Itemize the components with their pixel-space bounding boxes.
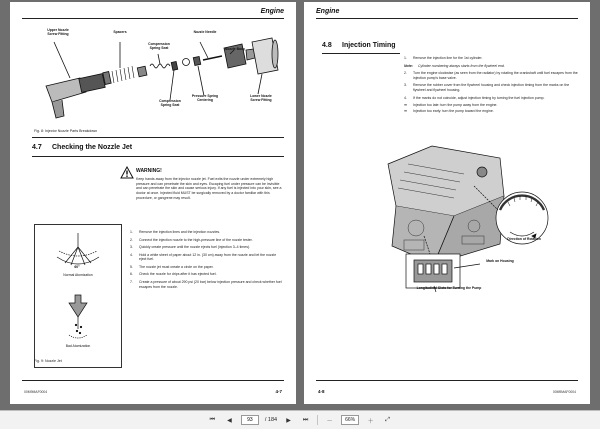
right-page (304, 2, 590, 404)
step-item: 6. Check the nozzle for drips after it has ejected fuel. (130, 272, 217, 277)
section-title: Injection Timing (342, 42, 396, 49)
first-page-button[interactable]: ⏮ (209, 416, 216, 423)
section-title-rule (32, 156, 284, 157)
housing-mark-label: Mark on Housing (486, 259, 514, 263)
zoom-level[interactable]: 66% (341, 415, 359, 425)
step-item: 4. Hold a white sheet of paper about 12 in. (30 cm) away from the nozzle and let the nozzle eject fuel. (130, 252, 277, 262)
step-item: 3. Remove the rubber cover from the flywheel housing and check injection timing from the marks on the flywheel and flywheel housing. (404, 83, 570, 92)
footer-page-number: 4-8 (318, 389, 325, 394)
section-title-rule (322, 53, 400, 54)
previous-page-button[interactable]: ◀ (227, 417, 232, 424)
zoom-out-button[interactable]: － (326, 418, 333, 425)
step-item: 4. If the marks do not coincide, adjust injection timing by turning the fuel injection pump. (404, 95, 545, 100)
header-rule (316, 18, 578, 19)
step-item: 1. Remove the injection line for the 1st cylinder. (404, 56, 483, 60)
footer-document-id: 00M9MAF0004 (24, 390, 48, 394)
step-item: 7. Create a pressure of about 290 psi (20 bar) below injection pressure and check whether fuel escapes from the nozzle. (130, 279, 282, 289)
header-rule (22, 18, 284, 19)
nozzle-jet-figure (34, 224, 122, 368)
section-rule (32, 137, 284, 138)
section-number: 4.7 (32, 144, 42, 151)
next-page-button[interactable]: ▶ (286, 417, 291, 424)
left-page (10, 2, 296, 404)
footer-page-number: 4-7 (275, 389, 282, 394)
warning-icon (120, 166, 134, 179)
label-upper-nozzle: Upper Nozzle Screw Fitting (47, 28, 69, 36)
footer-rule (22, 380, 284, 381)
note-item: Note: Cylinder numbering always starts from the flywheel end. (404, 63, 505, 68)
page-header: Engine (260, 8, 284, 15)
step-item: 5. The nozzle jet must create a circle on the paper. (130, 264, 214, 269)
figure-8-caption: Fig. 8: Injector Nozzle Parts Breakdown (34, 129, 98, 133)
step-item: 1. Remove the injection lines and the injection nozzles. (130, 230, 221, 234)
step-item: 2. Connect the injection nozzle to the high-pressure line of the nozzle tester. (130, 237, 253, 242)
label-pressure-spring: Pressure Spring Centering (191, 94, 219, 102)
slot-label: Longitudinal Slots for Turning the Pump (416, 286, 482, 290)
bad-atomization-label: Bad Atomization (65, 344, 91, 348)
engine-illustration (304, 136, 590, 306)
footer-document-id: 00M9MAF0004 (552, 390, 576, 394)
last-page-button[interactable]: ⏭ (302, 416, 309, 423)
warning-text: Keep hands away from the injector nozzle jet. Fuel exits the nozzle under extremely high pressure and can penetrate the skin and eyes. Escaping fuel under pressure can be invisible and can penetrate the skin and cause serious injury. If any fuel is injected into your skin, see a doctor at once. Injected fluid MUST be surgically removed by a doctor familiar with this procedure, or gangrene may result. (136, 177, 282, 200)
label-compression-seat: Compression Spring Seat (148, 42, 170, 50)
zoom-in-button[interactable]: ＋ (367, 418, 374, 425)
toolbar-divider (317, 415, 318, 425)
normal-atomization-label: Normal Atomization (63, 273, 93, 277)
total-pages: / 184 (264, 417, 278, 423)
step-item: 3. Quickly create pressure until the nozzle ejects fuel (injection 3–4 times). (130, 245, 251, 250)
label-nozzle-needle: Nozzle Needle (193, 30, 217, 34)
page-header: Engine (316, 8, 340, 15)
page-number-input[interactable] (241, 415, 259, 425)
rotation-label: Direction of Rotation (507, 237, 541, 241)
warning-title: WARNING! (136, 168, 162, 174)
arrow-item: ➡ Injection too early: turn the pump toward the engine. (404, 108, 494, 113)
spray-angle-label: 60° (74, 265, 80, 269)
step-item: 2. Turn the engine clockwise (as seen from the radiator) by rotating the crankshaft until fuel escapes from the injection pump's base valve. (404, 71, 578, 80)
section-number: 4.8 (322, 42, 332, 49)
fit-page-button[interactable]: ⤢ (385, 416, 391, 423)
section-title: Checking the Nozzle Jet (52, 144, 133, 151)
footer-rule (316, 380, 578, 381)
label-spacers: Spacers (113, 30, 127, 34)
nozzle-steps-list (130, 230, 284, 292)
label-compression-spring: Compression Spring Seat (159, 99, 181, 107)
viewer-toolbar (0, 410, 600, 429)
arrow-item: ➡ Injection too late: turn the pump away from the engine. (404, 103, 498, 108)
timing-steps-list (404, 56, 580, 116)
label-lower-nozzle: Lower Nozzle Screw Fitting (250, 94, 272, 102)
figure-9-caption: Fig. 9: Nozzle Jet (34, 359, 62, 363)
label-nozzle-body: Nozzle Body (224, 47, 246, 51)
